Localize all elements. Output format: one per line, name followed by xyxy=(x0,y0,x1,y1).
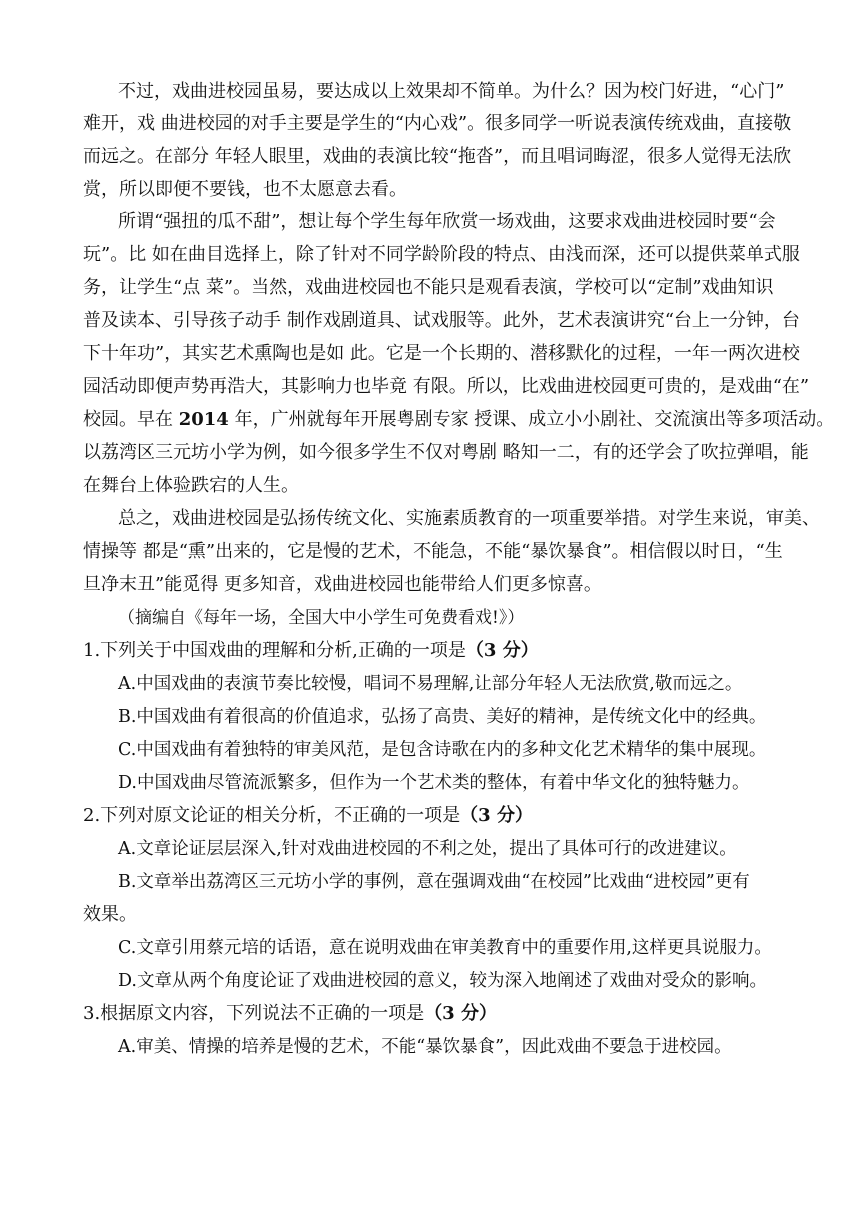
question-stem-text: 1.下列关于中国戏曲的理解和分析,正确的一项是 xyxy=(83,640,466,661)
article-line: 所谓“强扭的瓜不甜”，想让每个学生每年欣赏一场戏曲，这要求戏曲进校园时要“会 xyxy=(118,211,776,232)
question-score: （3 分） xyxy=(460,805,533,826)
question-3-option-a: A.审美、情操的培养是慢的艺术，不能“暴饮暴食”，因此戏曲不要急于进校园。 xyxy=(118,1037,732,1057)
year-bold: 2014 xyxy=(178,409,229,430)
question-score: （3 分） xyxy=(424,1003,497,1024)
year-text-before: 校园。早在 xyxy=(83,409,179,430)
article-line: 在舞台上体验跌宕的人生。 xyxy=(83,475,299,496)
article-line: 玩”。比 如在曲目选择上，除了针对不同学龄阶段的特点、由浅而深，还可以提供菜单式服 xyxy=(83,244,800,265)
question-3-stem xyxy=(83,1002,783,1026)
question-score: （3 分） xyxy=(465,640,539,661)
article-line: 赏，所以即便不要钱，也不太愿意去看。 xyxy=(83,179,407,200)
question-1-stem xyxy=(83,639,783,663)
article-line: 不过，戏曲进校园虽易，要达成以上效果却不简单。为什么？因为校门好进，“心门” xyxy=(118,81,785,102)
article-line: 普及读本、引导孩子动手 制作戏剧道具、试戏服等。此外，艺术表演讲究“台上一分钟，台 xyxy=(83,310,800,331)
article-line: 园活动即便声势再浩大，其影响力也毕竟 有限。所以，比戏曲进校园更可贵的，是戏曲“在” xyxy=(83,376,810,397)
question-1-option-c: C.中国戏曲有着独特的审美风范，是包含诗歌在内的多种文化艺术精华的集中展现。 xyxy=(118,740,767,760)
article-line: 情操等 都是“熏”出来的，它是慢的艺术，不能急，不能“暴饮暴食”。相信假以时日，“生 xyxy=(83,541,783,562)
article-citation: （摘编自《每年一场，全国大中小学生可免费看戏!》） xyxy=(118,608,525,628)
article-line: 总之，戏曲进校园是弘扬传统文化、实施素质教育的一项重要举措。对学生来说，审美、 xyxy=(118,508,820,529)
question-1-option-a: A.中国戏曲的表演节奏比较慢，唱词不易理解,让部分年轻人无法欣赏,敬而远之。 xyxy=(118,674,743,694)
question-2-option-b: B.文章举出荔湾区三元坊小学的事例，意在强调戏曲“在校园”比戏曲“进校园”更有 xyxy=(118,872,750,892)
year-text-after: 年，广州就每年开展粤剧专家 授课、成立小小剧社、交流演出等多项活动。 xyxy=(228,409,835,430)
article-line: 下十年功”，其实艺术熏陶也是如 此。它是一个长期的、潜移默化的过程，一年一两次进校 xyxy=(83,343,800,364)
question-1-option-b: B.中国戏曲有着很高的价值追求，弘扬了高贵、美好的精神，是传统文化中的经典。 xyxy=(118,707,767,727)
question-1-option-d: D.中国戏曲尽管流派繁多，但作为一个艺术类的整体，有着中华文化的独特魅力。 xyxy=(118,773,750,793)
question-stem-text: 2.下列对原文论证的相关分析，不正确的一项是 xyxy=(83,805,461,826)
question-2-stem xyxy=(83,804,783,828)
article-line-with-year xyxy=(83,408,835,432)
article-line: 以荔湾区三元坊小学为例，如今很多学生不仅对粤剧 略知一二，有的还学会了吹拉弹唱，能 xyxy=(83,442,809,463)
question-2-option-a: A.文章论证层层深入,针对戏曲进校园的不利之处，提出了具体可行的改进建议。 xyxy=(118,839,737,859)
question-2-option-b-cont: 效果。 xyxy=(83,904,137,925)
article-line: 旦净末丑”能觅得 更多知音，戏曲进校园也能带给人们更多惊喜。 xyxy=(83,574,602,595)
question-2-option-d: D.文章从两个角度论证了戏曲进校园的意义，较为深入地阐述了戏曲对受众的影响。 xyxy=(118,971,767,991)
article-line: 而远之。在部分 年轻人眼里，戏曲的表演比较“拖沓”，而且唱词晦涩，很多人觉得无法欣 xyxy=(83,146,792,167)
question-stem-text: 3.根据原文内容，下列说法不正确的一项是 xyxy=(83,1003,425,1024)
article-line: 难开，戏 曲进校园的对手主要是学生的“内心戏”。很多同学一听说表演传统戏曲，直接敬 xyxy=(83,113,792,134)
question-2-option-c: C.文章引用蔡元培的话语，意在说明戏曲在审美教育中的重要作用,这样更具说服力。 xyxy=(118,938,772,958)
article-line: 务，让学生“点 菜”。当然，戏曲进校园也不能只是观看表演，学校可以“定制”戏曲知识 xyxy=(83,277,774,298)
